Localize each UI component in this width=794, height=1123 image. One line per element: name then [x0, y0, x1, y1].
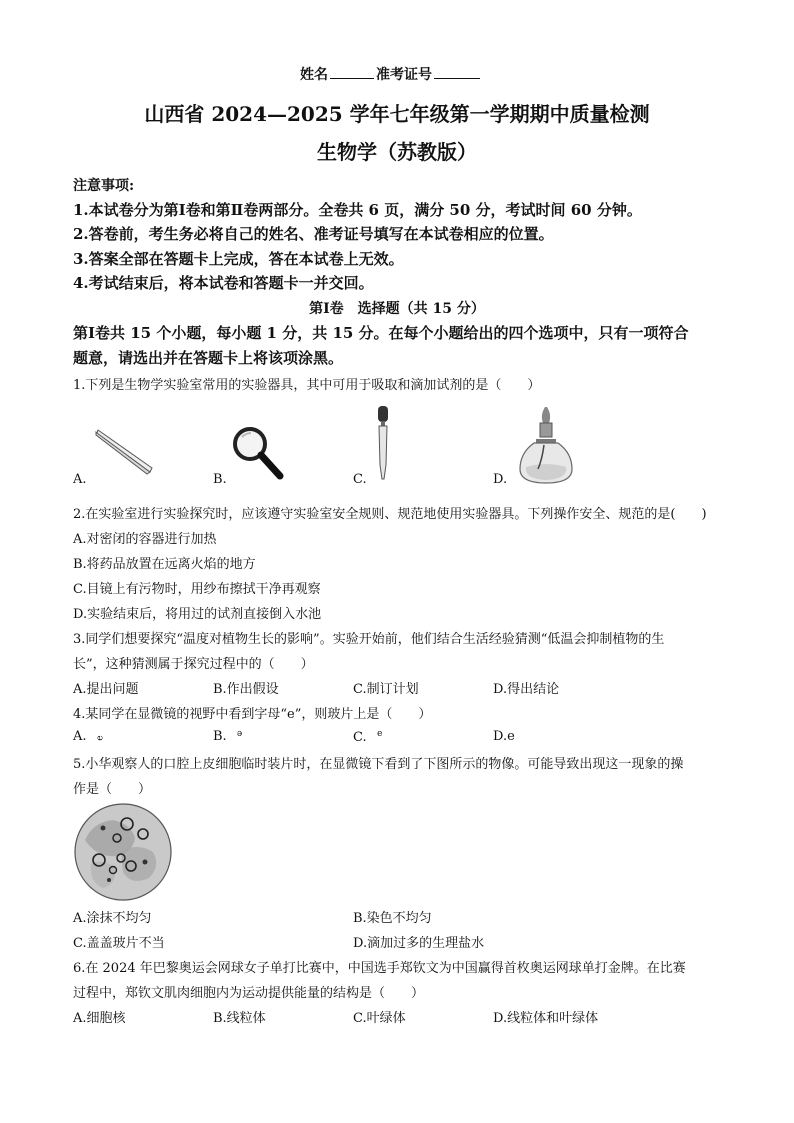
page-subtitle: 生物学（苏教版） — [317, 140, 477, 164]
notice-item-2: 2.答卷前，考生务必将自己的姓名、准考证号填写在本试卷相应的位置。 — [73, 225, 554, 243]
section-1-intro-line1: 第Ⅰ卷共 15 个小题，每小题 1 分，共 15 分。在每个小题给出的四个选项中，只有一项符合 — [73, 324, 689, 342]
q3-option-d[interactable]: D.得出结论 — [493, 682, 560, 697]
q3-option-a[interactable]: A.提出问题 — [73, 682, 139, 697]
q1-option-b[interactable]: B. — [213, 472, 227, 487]
notice-item-3: 3.答案全部在答题卡上完成，答在本试卷上无效。 — [73, 250, 404, 268]
q4-option-d[interactable]: D.e — [493, 729, 515, 744]
section-1-intro-line2: 题意，请选出并在答题卡上将该项涂黑。 — [73, 349, 344, 367]
q4-glyph-b: ə — [236, 729, 243, 739]
q5-stem-line1: 5.小华观察人的口腔上皮细胞临时装片时，在显微镜下看到了下图所示的物像。可能导致出现这一现象的操 — [73, 757, 684, 772]
q5-option-d[interactable]: D.滴加过多的生理盐水 — [353, 936, 485, 951]
q1-option-a[interactable]: A. — [73, 472, 87, 487]
name-id-line — [300, 64, 480, 84]
q6-option-d[interactable]: D.线粒体和叶绿体 — [493, 1011, 599, 1026]
name-label: 姓名 — [300, 67, 328, 83]
q6-option-b[interactable]: B.线粒体 — [213, 1011, 266, 1026]
q3-option-b[interactable]: B.作出假设 — [213, 682, 279, 697]
q4-option-b-label: B. — [213, 729, 227, 744]
notice-item-1: 1.本试卷分为第Ⅰ卷和第Ⅱ卷两部分。全卷共 6 页，满分 50 分，考试时间 60 分钟。 — [73, 201, 642, 219]
dropper-icon — [373, 405, 393, 481]
magnifier-icon — [230, 424, 286, 482]
q2-option-d[interactable]: D.实验结束后，将用过的试剂直接倒入水池 — [73, 607, 322, 622]
q5-option-a[interactable]: A.涂抹不均匀 — [73, 911, 152, 926]
q1-option-c[interactable]: C. — [353, 472, 367, 487]
q5-stem-line2: 作是（ ） — [73, 782, 152, 797]
notice-heading: 注意事项: — [73, 178, 135, 194]
q1-stem: 1.下列是生物学实验室常用的实验器具，其中可用于吸取和滴加试剂的是（ ） — [73, 378, 541, 393]
q4-glyph-c: ɘ — [376, 729, 383, 739]
alcohol-lamp-icon — [516, 405, 576, 485]
q4-stem: 4.某同学在显微镜的视野中看到字母“e”，则玻片上是（ ） — [73, 707, 432, 722]
page-title: 山西省 2024—2025 学年七年级第一学期期中质量检测 — [144, 102, 650, 126]
q3-stem-line1: 3.同学们想要探究“温度对植物生长的影响”。实验开始前，他们结合生活经验猜测“低温会抑制植物的生 — [73, 632, 665, 647]
q2-option-c[interactable]: C.目镜上有污物时，用纱布擦拭干净再观察 — [73, 582, 321, 597]
q6-stem-line2: 过程中，郑钦文肌肉细胞内为运动提供能量的结构是（ ） — [73, 986, 425, 1001]
q4-option-c[interactable] — [353, 729, 382, 745]
q2-stem: 2.在实验室进行实验探究时，应该遵守实验室安全规则、规范地使用实验器具。下列操作安全、规范的是( ) — [73, 507, 707, 522]
q6-option-a[interactable]: A.细胞核 — [73, 1011, 126, 1026]
q4-option-a-label: A. — [73, 729, 87, 744]
q6-option-c[interactable]: C.叶绿体 — [353, 1011, 406, 1026]
q4-glyph-a: ə — [94, 735, 105, 741]
q5-option-b[interactable]: B.染色不均匀 — [353, 911, 432, 926]
q3-stem-line2: 长”，这种猜测属于探究过程中的（ ） — [73, 657, 314, 672]
microscope-view-image — [73, 802, 173, 902]
q3-option-c[interactable]: C.制订计划 — [353, 682, 419, 697]
q2-option-b[interactable]: B.将药品放置在远离火焰的地方 — [73, 557, 256, 572]
q2-option-a[interactable]: A.对密闭的容器进行加热 — [73, 532, 217, 547]
section-1-heading: 第Ⅰ卷 选择题（共 15 分） — [309, 301, 485, 317]
q4-option-b[interactable] — [213, 729, 242, 744]
q6-stem-line1: 6.在 2024 年巴黎奥运会网球女子单打比赛中，中国选手郑钦文为中国赢得首枚奥运网球单打金牌。在比赛 — [73, 961, 686, 976]
notice-item-4: 4.考试结束后，将本试卷和答题卡一并交回。 — [73, 274, 374, 292]
q1-option-d[interactable]: D. — [493, 472, 508, 487]
q5-option-c[interactable]: C.盖盖玻片不当 — [73, 936, 165, 951]
name-blank[interactable] — [330, 64, 374, 79]
tweezers-icon — [94, 428, 154, 476]
q4-option-a[interactable] — [73, 729, 105, 744]
q4-option-c-label: C. — [353, 730, 367, 745]
id-label: 准考证号 — [376, 67, 432, 83]
id-blank[interactable] — [434, 64, 480, 79]
